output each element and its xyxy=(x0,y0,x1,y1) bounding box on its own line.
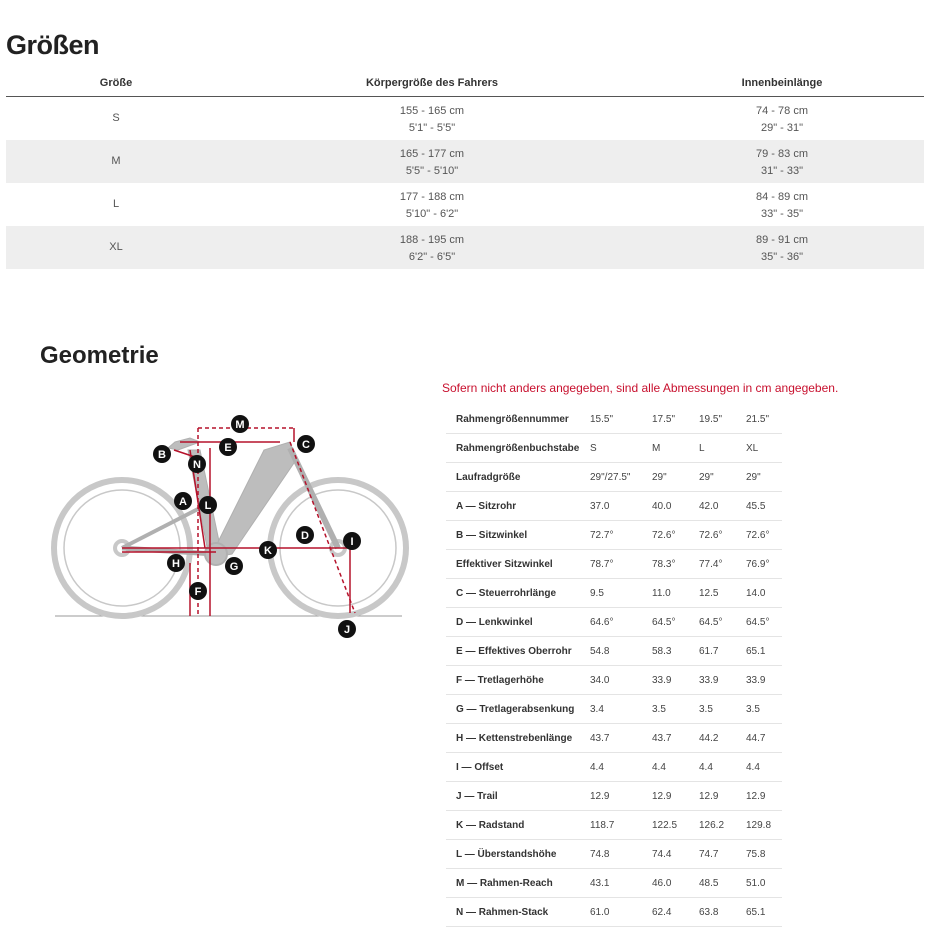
geometry-row xyxy=(446,869,782,898)
value-m: 72.6° xyxy=(652,530,676,541)
label-g xyxy=(225,557,243,575)
geometry-row xyxy=(446,463,782,492)
value-l: 74.7 xyxy=(699,849,719,860)
geometry-title: Geometrie xyxy=(40,342,159,369)
value-l: 29" xyxy=(699,472,714,483)
bike-geometry-diagram xyxy=(50,408,410,648)
value-m: 12.9 xyxy=(652,791,672,802)
inseam: 74 - 78 cm 29" - 31" xyxy=(756,105,808,134)
value-xl: 75.8 xyxy=(746,849,766,860)
value-l: 19.5" xyxy=(699,414,723,425)
geometry-label: I — Offset xyxy=(456,762,504,773)
value-m: 11.0 xyxy=(652,588,671,599)
value-xl: 14.0 xyxy=(746,588,766,599)
label-c xyxy=(297,435,315,453)
svg-text:B: B xyxy=(158,449,166,461)
geometry-label: D — Lenkwinkel xyxy=(456,617,533,628)
geometry-label: H — Kettenstrebenlänge xyxy=(456,733,573,744)
label-h xyxy=(167,554,185,572)
svg-text:K: K xyxy=(264,545,272,557)
value-l: 44.2 xyxy=(699,733,719,744)
value-m: 17.5" xyxy=(652,414,676,425)
size-label: S xyxy=(112,112,120,124)
value-xl: XL xyxy=(746,443,759,454)
header-size: Größe xyxy=(99,77,133,89)
geometry-row xyxy=(446,666,782,695)
inseam: 89 - 91 cm 35" - 36" xyxy=(756,234,808,263)
value-s: 64.6° xyxy=(590,617,614,628)
value-xl: 3.5 xyxy=(746,704,760,715)
value-m: 62.4 xyxy=(652,907,672,918)
size-label: L xyxy=(112,198,120,210)
geometry-row xyxy=(446,695,782,724)
geometry-row xyxy=(446,521,782,550)
geometry-row xyxy=(446,434,782,463)
svg-text:C: C xyxy=(302,439,310,451)
value-xl: 29" xyxy=(746,472,761,483)
value-m: 40.0 xyxy=(652,501,672,512)
value-l: 3.5 xyxy=(699,704,713,715)
geometry-label: L — Überstandshöhe xyxy=(456,849,557,860)
value-l: 63.8 xyxy=(699,907,719,918)
value-l: 61.7 xyxy=(699,646,719,657)
value-m: 58.3 xyxy=(652,646,672,657)
value-l: 72.6° xyxy=(699,530,723,541)
value-s: 118.7 xyxy=(590,820,615,831)
value-s: 3.4 xyxy=(590,704,604,715)
svg-text:D: D xyxy=(301,530,309,542)
label-b xyxy=(153,445,171,463)
geometry-row xyxy=(446,782,782,811)
svg-text:A: A xyxy=(179,496,187,508)
svg-text:N: N xyxy=(193,459,201,471)
rider-height: 188 - 195 cm 6'2" - 6'5" xyxy=(399,234,465,263)
geometry-label: M — Rahmen-Reach xyxy=(456,878,553,889)
value-s: 61.0 xyxy=(590,907,610,918)
value-xl: 76.9° xyxy=(746,559,770,570)
svg-text:H: H xyxy=(172,558,180,570)
value-m: 78.3° xyxy=(652,559,676,570)
value-s: 78.7° xyxy=(590,559,614,570)
sizes-table xyxy=(6,72,924,269)
value-s: 15.5" xyxy=(590,414,614,425)
value-xl: 12.9 xyxy=(746,791,766,802)
value-xl: 65.1 xyxy=(746,907,766,918)
value-s: 43.7 xyxy=(590,733,610,744)
sizes-title: Größen xyxy=(6,30,100,60)
geometry-table xyxy=(446,405,782,927)
label-e xyxy=(219,438,237,456)
value-s: 9.5 xyxy=(590,588,604,599)
label-k xyxy=(259,541,277,559)
sizes-table-header xyxy=(6,72,924,97)
geometry-label: B — Sitzwinkel xyxy=(456,530,528,541)
value-xl: 129.8 xyxy=(746,820,772,831)
sizes-row-l xyxy=(6,183,924,226)
value-s: 43.1 xyxy=(590,878,610,889)
inseam: 84 - 89 cm 33" - 35" xyxy=(756,191,808,220)
value-xl: 72.6° xyxy=(746,530,770,541)
geometry-label: Rahmengrößenbuchstabe xyxy=(456,443,580,454)
label-i xyxy=(343,532,361,550)
value-xl: 33.9 xyxy=(746,675,766,686)
geometry-row xyxy=(446,724,782,753)
value-xl: 65.1 xyxy=(746,646,766,657)
value-l: 48.5 xyxy=(699,878,719,889)
value-s: 12.9 xyxy=(590,791,610,802)
value-l: 4.4 xyxy=(699,762,713,773)
svg-text:G: G xyxy=(229,561,239,573)
sizes-row-s xyxy=(6,97,924,140)
value-s: S xyxy=(590,443,597,454)
label-n xyxy=(188,455,206,473)
value-s: 54.8 xyxy=(590,646,610,657)
svg-text:E: E xyxy=(224,442,232,454)
value-m: 46.0 xyxy=(652,878,672,889)
geometry-row xyxy=(446,637,782,666)
value-m: 43.7 xyxy=(652,733,672,744)
value-s: 4.4 xyxy=(590,762,604,773)
rider-height: 155 - 165 cm 5'1" - 5'5" xyxy=(399,105,465,134)
units-note: Sofern nicht anders angegeben, sind alle Abmessungen in cm angegeben. xyxy=(442,381,839,395)
geometry-row xyxy=(446,550,782,579)
svg-text:J: J xyxy=(343,624,351,636)
svg-text:F: F xyxy=(194,586,202,598)
value-s: 72.7° xyxy=(590,530,614,541)
value-l: 64.5° xyxy=(699,617,723,628)
sizes-row-m xyxy=(6,140,924,183)
value-xl: 64.5° xyxy=(746,617,770,628)
geometry-label: N — Rahmen-Stack xyxy=(456,907,549,918)
rider-height: 165 - 177 cm 5'5" - 5'10" xyxy=(399,148,465,177)
value-s: 37.0 xyxy=(590,501,610,512)
geometry-row xyxy=(446,608,782,637)
sizes-row-xl xyxy=(6,226,924,269)
value-s: 34.0 xyxy=(590,675,610,686)
inseam: 79 - 83 cm 31" - 33" xyxy=(756,148,808,177)
value-l: 77.4° xyxy=(699,559,723,570)
value-xl: 44.7 xyxy=(746,733,766,744)
label-a xyxy=(174,492,192,510)
value-m: 33.9 xyxy=(652,675,672,686)
header-rider-height: Körpergröße des Fahrers xyxy=(365,77,499,89)
header-inseam: Innenbeinlänge xyxy=(741,77,823,89)
value-l: 12.9 xyxy=(699,791,719,802)
geometry-row xyxy=(446,405,782,434)
value-m: M xyxy=(652,443,661,454)
value-l: 42.0 xyxy=(699,501,719,512)
geometry-row xyxy=(446,840,782,869)
geometry-label: G — Tretlagerabsenkung xyxy=(456,704,575,715)
svg-text:M: M xyxy=(235,419,245,431)
geometry-row xyxy=(446,492,782,521)
geometry-label: K — Radstand xyxy=(456,820,525,831)
label-j xyxy=(338,620,356,638)
geometry-label: J — Trail xyxy=(456,791,498,802)
value-s: 74.8 xyxy=(590,849,610,860)
svg-text:I: I xyxy=(350,536,354,548)
value-m: 64.5° xyxy=(652,617,676,628)
value-m: 4.4 xyxy=(652,762,666,773)
geometry-label: A — Sitzrohr xyxy=(456,501,517,512)
value-xl: 45.5 xyxy=(746,501,766,512)
value-l: L xyxy=(699,443,705,454)
value-l: 33.9 xyxy=(699,675,719,686)
geometry-row xyxy=(446,579,782,608)
label-f xyxy=(189,582,207,600)
geometry-label: C — Steuerrohrlänge xyxy=(456,588,557,599)
value-m: 3.5 xyxy=(652,704,666,715)
geometry-row xyxy=(446,753,782,782)
svg-text:L: L xyxy=(204,500,212,512)
label-m xyxy=(231,415,249,433)
geometry-label: Rahmengrößennummer xyxy=(456,414,569,425)
value-xl: 4.4 xyxy=(746,762,760,773)
geometry-label: F — Tretlagerhöhe xyxy=(456,675,544,686)
geometry-row xyxy=(446,811,782,840)
geometry-label: E — Effektives Oberrohr xyxy=(456,646,572,657)
geometry-row xyxy=(446,898,782,927)
value-xl: 51.0 xyxy=(746,878,766,889)
value-m: 122.5 xyxy=(652,820,678,831)
value-l: 126.2 xyxy=(699,820,725,831)
size-label: XL xyxy=(109,241,123,253)
size-label: M xyxy=(111,155,121,167)
geometry-label: Effektiver Sitzwinkel xyxy=(456,559,553,570)
value-l: 12.5 xyxy=(699,588,719,599)
label-d xyxy=(296,526,314,544)
value-m: 29" xyxy=(652,472,667,483)
value-m: 74.4 xyxy=(652,849,672,860)
geometry-label: Laufradgröße xyxy=(456,472,521,483)
value-xl: 21.5" xyxy=(746,414,770,425)
rider-height: 177 - 188 cm 5'10" - 6'2" xyxy=(399,191,465,220)
label-l xyxy=(199,496,217,514)
value-s: 29"/27.5" xyxy=(590,472,631,483)
